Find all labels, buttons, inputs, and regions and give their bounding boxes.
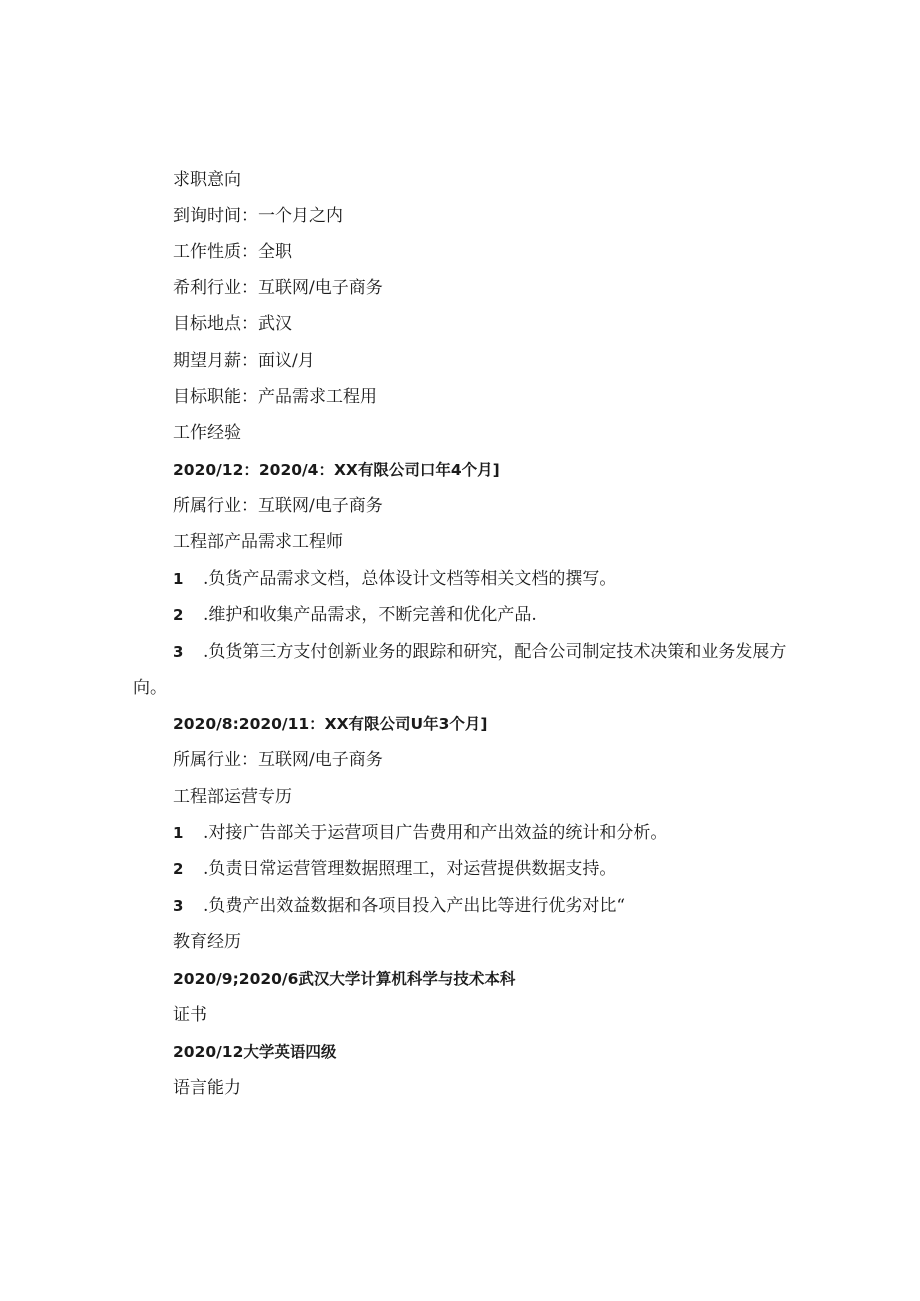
duty-text: .负责日常运营管理数据照理工，对运营提供数据支持。: [203, 859, 617, 879]
job-duty: [173, 822, 667, 844]
job-duty: [173, 641, 786, 663]
intent-role: 目标职能：产品需求工程用: [173, 387, 377, 407]
duty-number: 3: [173, 643, 184, 661]
job-duty: [173, 895, 625, 917]
duty-text: .负货第三方支付创新业务的跟踪和研究，配合公司制定技术决策和业务发展方: [203, 642, 787, 662]
intent-industry: 希利行业：互联网/电子商务: [173, 278, 383, 298]
job-title: 工程部产品需求工程师: [173, 532, 343, 552]
duty-number: 1: [173, 824, 184, 842]
intent-location: 目标地点：武汉: [173, 314, 292, 334]
intent-availability: 到询时间：一个月之内: [173, 206, 343, 226]
intent-job-type: 工作性质：全职: [173, 242, 292, 262]
duty-text: .对接广告部关于运营项目广告费用和产出效益的统计和分析。: [203, 823, 668, 843]
section-heading-language: 语言能力: [173, 1078, 241, 1098]
section-heading-experience: 工作经验: [173, 423, 241, 443]
duty-text: .负费产出效益数据和各项目投入产出比等进行优劣对比“: [203, 896, 626, 916]
education-entry: 2020/9;2020/6武汉大学计算机科学与技术本科: [173, 970, 516, 988]
job-duty-continuation: 向。: [133, 678, 167, 698]
certificate-entry: 2020/12大学英语四级: [173, 1043, 337, 1061]
duty-number: 2: [173, 860, 184, 878]
duty-number: 2: [173, 606, 184, 624]
section-heading-education: 教育经历: [173, 932, 241, 952]
job-duty: [173, 858, 616, 880]
job-industry: 所属行业：互联网/电子商务: [173, 496, 383, 516]
duty-number: 1: [173, 570, 184, 588]
duty-text: .负货产品需求文档，总体设计文档等相关文档的撰写。: [203, 569, 617, 589]
intent-salary: 期望月薪：面议/月: [173, 351, 315, 371]
job-title: 工程部运营专历: [173, 787, 292, 807]
job-period: 2020/8:2020/11：XX有限公司U年3个月]: [173, 715, 488, 733]
job-duty: [173, 604, 537, 626]
job-period: 2020/12：2020/4：XX有限公司口年4个月]: [173, 461, 500, 479]
duty-number: 3: [173, 897, 184, 915]
section-heading-intent: 求职意向: [173, 170, 241, 190]
job-industry: 所属行业：互联网/电子商务: [173, 750, 383, 770]
duty-text: .维护和收集产品需求，不断完善和优化产品.: [203, 605, 537, 625]
job-duty: [173, 568, 616, 590]
section-heading-certificates: 证书: [173, 1005, 207, 1025]
